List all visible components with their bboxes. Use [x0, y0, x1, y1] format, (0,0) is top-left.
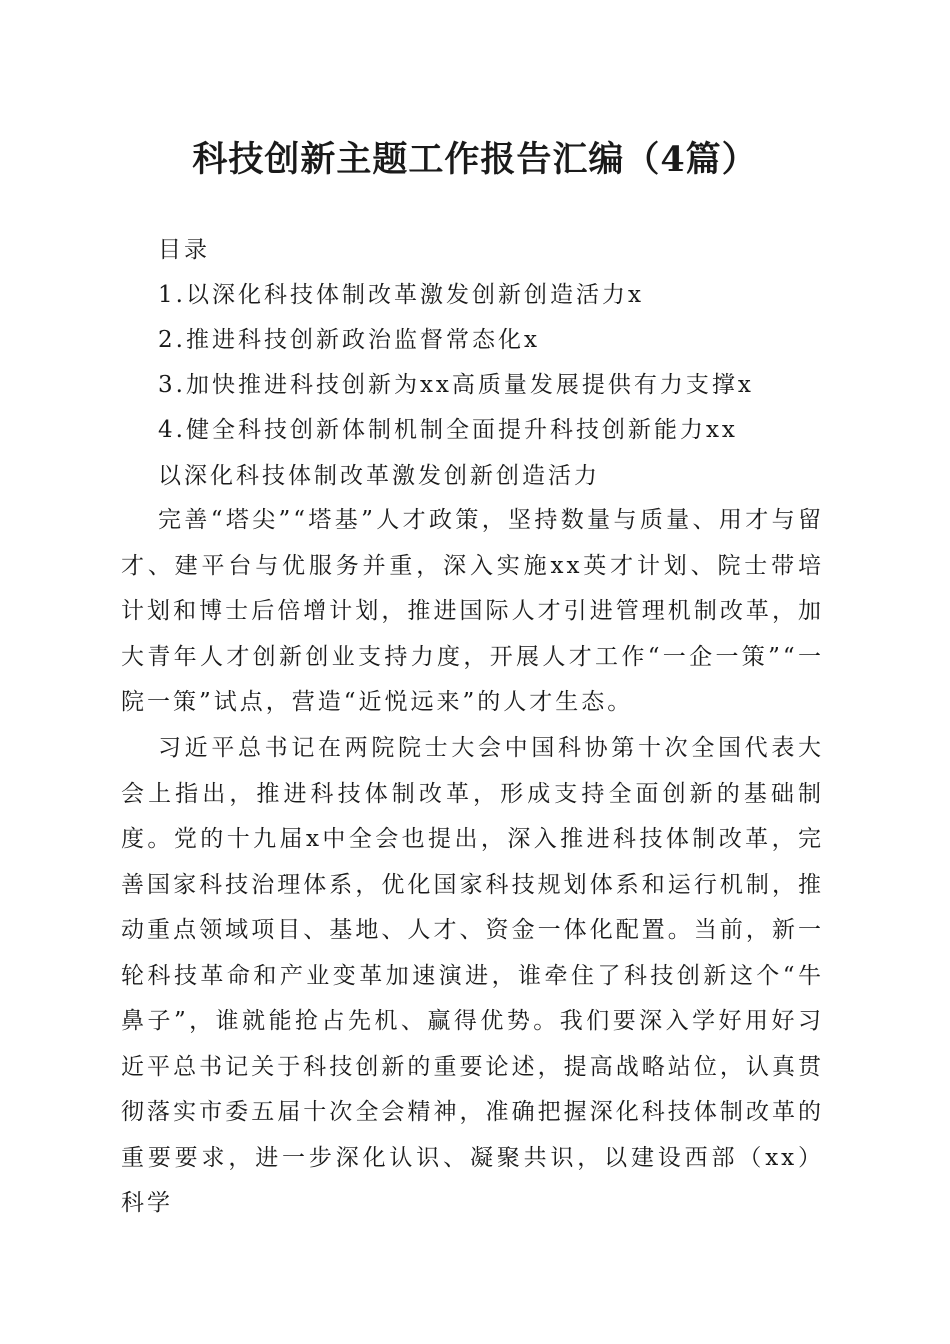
table-of-contents — [158, 228, 838, 453]
document-title: 科技创新主题工作报告汇编（4篇） — [192, 139, 758, 180]
toc-item: 2.推进科技创新政治监督常态化x — [158, 327, 540, 353]
toc-item: 3.加快推进科技创新为xx高质量发展提供有力支撑x — [158, 372, 754, 398]
toc-item: 1.以深化科技体制改革激发创新创造活力x — [158, 282, 644, 308]
body-paragraph: 完善“塔尖”“塔基”人才政策，坚持数量与质量、用才与留才、建平台与优服务并重，深入实施xx英才计划、院士带培计划和博士后倍增计划，推进国际人才引进管理机制改革，加大青年人才创新创业支持力度，开展人才工作“一企一策”“一院一策”试点，营造“近悦远来”的人才生态。 — [121, 507, 824, 715]
toc-label: 目录 — [158, 237, 210, 263]
section-heading: 以深化科技体制改革激发创新创造活力 — [158, 463, 600, 489]
toc-item: 4.健全科技创新体制机制全面提升科技创新能力xx — [158, 417, 738, 443]
body-paragraph: 习近平总书记在两院院士大会中国科协第十次全国代表大会上指出，推进科技体制改革，形成支持全面创新的基础制度。党的十九届x中全会也提出，深入推进科技体制改革，完善国家科技治理体系，优化国家科技规划体系和运行机制，推动重点领域项目、基地、人才、资金一体化配置。当前，新一轮科技革命和产业变革加速演进，谁牵住了科技创新这个“牛鼻子”，谁就能抢占先机、赢得优势。我们要深入学好用好习近平总书记关于科技创新的重要论述，提高战略站位，认真贯彻落实市委五届十次全会精神，准确把握深化科技体制改革的重要要求，进一步深化认识、凝聚共识，以建设西部（xx）科学 — [121, 735, 824, 1216]
